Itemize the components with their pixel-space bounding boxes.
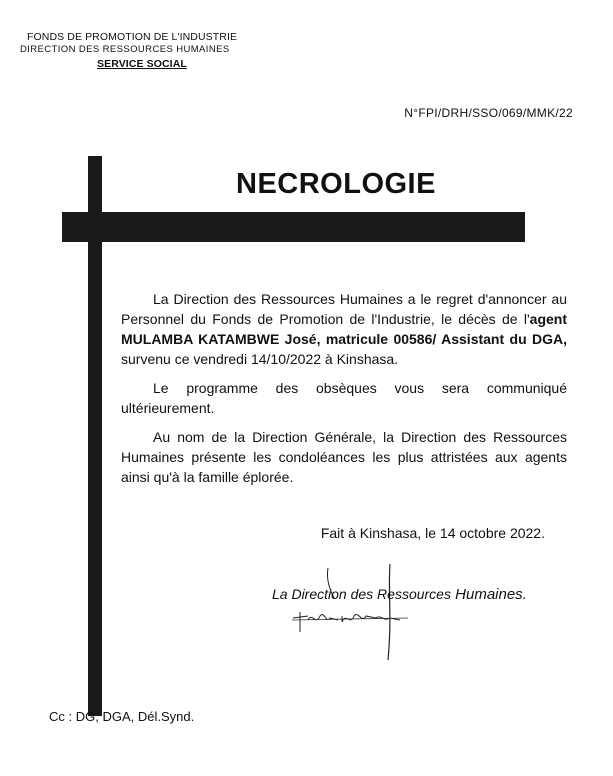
mourning-cross-horizontal [62,212,525,242]
funeral-program-text: Le programme des obsèques vous sera communiqué ultérieurement. [121,380,567,416]
announcement-paragraph [121,289,567,369]
reference-number: N°FPI/DRH/SSO/069/MMK/22 [404,106,573,120]
handwritten-signature [268,560,448,670]
signatory-text-end: Humaines. [450,586,527,603]
announcement-text-end: survenu ce vendredi 14/10/2022 à Kinshasa. [121,351,399,367]
condolences-paragraph [121,427,567,487]
funeral-program-paragraph [121,378,567,418]
announcement-text-start: La Direction des Ressources Humaines a le regret d'annoncer au Personnel du Fonds de Promotion de l'Industrie, le décès de l' [121,291,567,327]
deceased-details: agent MULAMBA KATAMBWE José, matricule 00586/ Assistant du DGA, [121,311,567,347]
place-and-date: Fait à Kinshasa, le 14 octobre 2022. [320,525,545,541]
page-title: NECROLOGIE [236,168,436,200]
service-name: SERVICE SOCIAL [97,58,187,70]
signatory-text: La Direction des Ressources [272,586,451,602]
signatory [272,586,527,603]
department-name: DIRECTION DES RESSOURCES HUMAINES [20,44,230,55]
carbon-copy-list: Cc : DG, DGA, Dél.Synd. [49,709,195,724]
condolences-text: Au nom de la Direction Générale, la Direction des Ressources Humaines présente les condoléances les plus attristées aux agents ainsi qu'à la famille éplorée. [121,429,567,485]
organization-name: FONDS DE PROMOTION DE L'INDUSTRIE [27,31,238,43]
